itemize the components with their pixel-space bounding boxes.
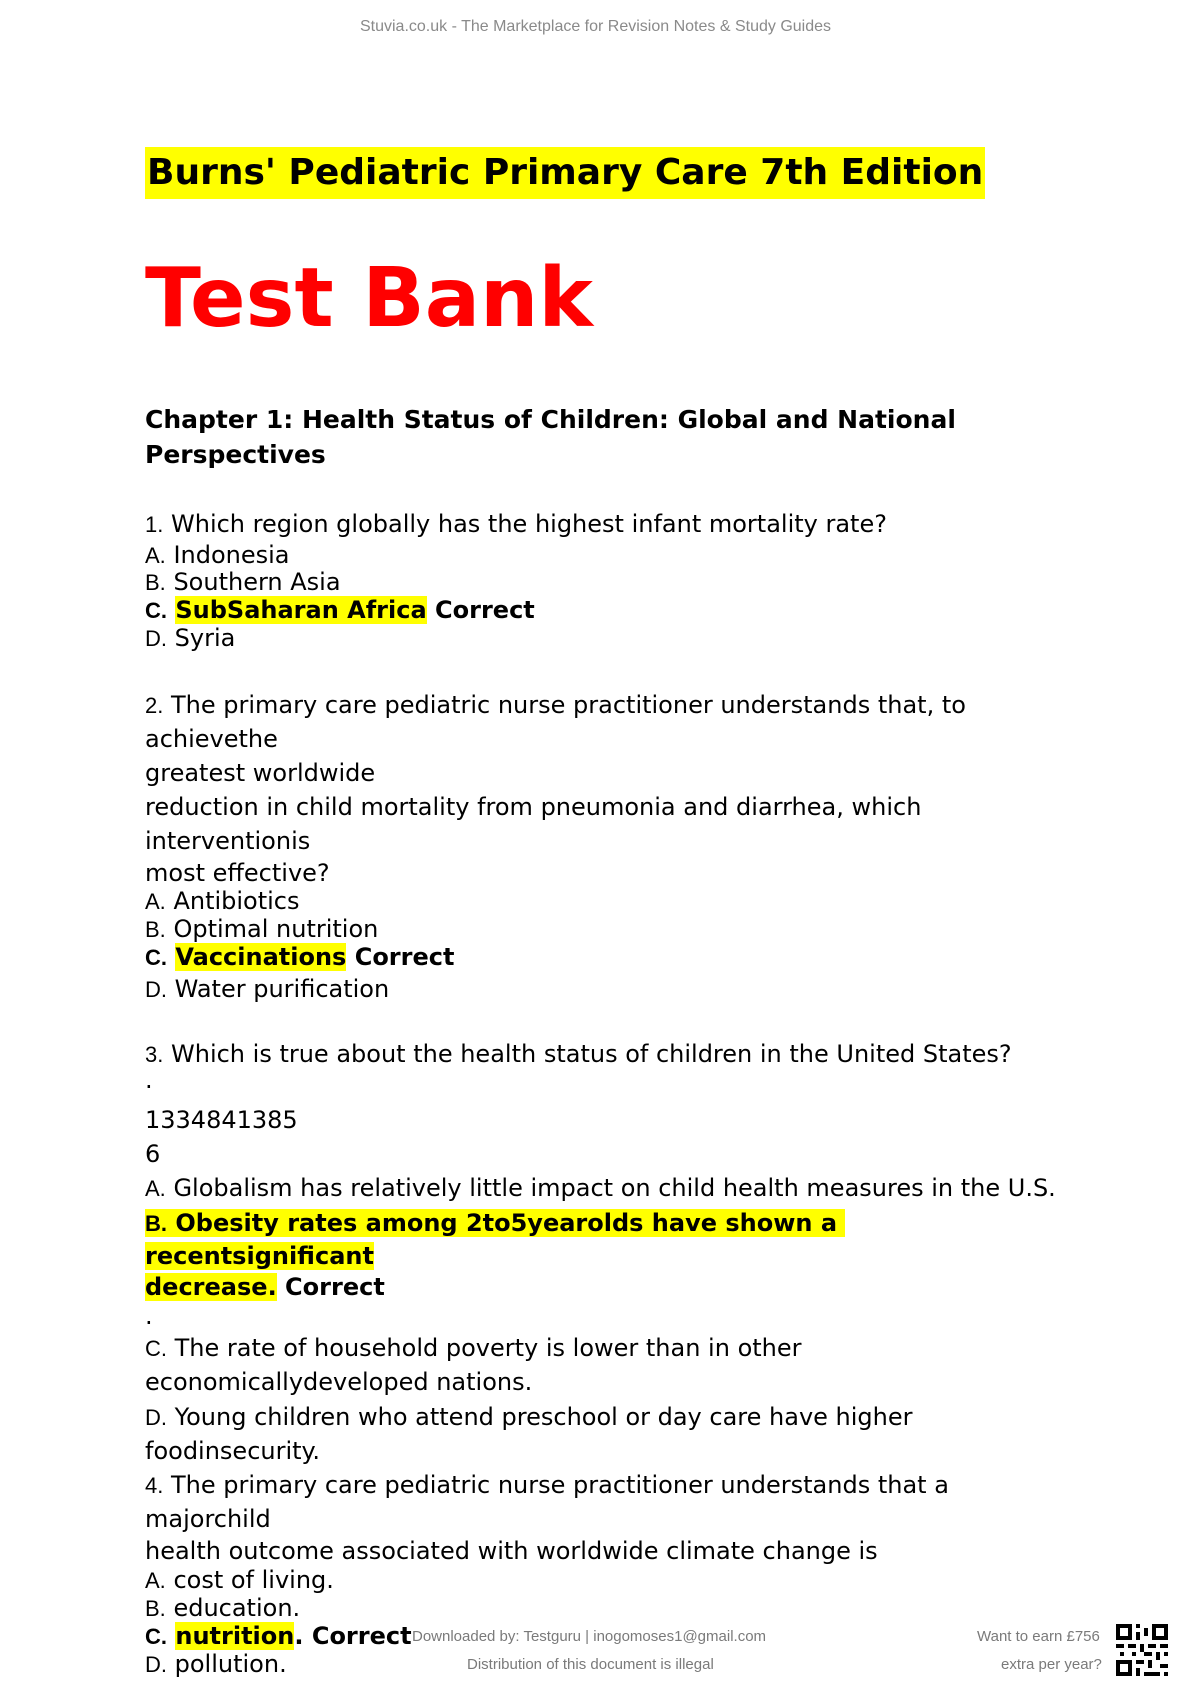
q2-option-c: C. Vaccinations Correct [145, 943, 455, 971]
q4-stem-line-2: majorchild [145, 1505, 271, 1533]
q4-correct-answer: nutrition [175, 1622, 295, 1650]
stuvia-header-note: Stuvia.co.uk - The Marketplace for Revision Notes & Study Guides [359, 18, 832, 35]
q3-option-c-line-1: C. The rate of household poverty is lower than in other [145, 1334, 802, 1362]
q1-option-a: A. Indonesia [145, 541, 290, 569]
correct-tag: Correct [354, 943, 455, 971]
q2-correct-answer: Vaccinations [175, 943, 347, 971]
q3-stem: 3. Which is true about the health status of children in the United States? [145, 1040, 1012, 1068]
q2-option-d: D. Water purification [145, 975, 390, 1003]
q4-option-a: A. cost of living. [145, 1566, 334, 1594]
q1-stem [145, 508, 887, 541]
q2-stem-line-5: interventionis [145, 827, 311, 855]
q3-correct-answer: Obesity rates among 2to5yearolds have shown a [175, 1209, 838, 1237]
correct-tag: Correct [285, 1273, 385, 1301]
q3-code-line-1: 1334841385 [145, 1106, 298, 1134]
qr-code-icon[interactable] [1116, 1624, 1168, 1676]
q1-text: Which region globally has the highest infant mortality rate? [171, 510, 887, 538]
chapter-heading [145, 402, 1045, 472]
correct-tag: Correct [311, 1622, 412, 1650]
q3-option-b-line-3: decrease. Correct [145, 1273, 385, 1301]
q2-stem-line-4: reduction in child mortality from pneumonia and diarrhea, which [145, 793, 922, 821]
footer-earn-line-2[interactable]: extra per year? [1001, 1656, 1102, 1673]
q3-dot-2: . [145, 1302, 153, 1330]
q1-option-c: C. SubSaharan Africa Correct [145, 596, 535, 624]
test-bank-heading: Test Bank [145, 251, 593, 346]
q3-option-d-line-2: foodinsecurity. [145, 1437, 320, 1465]
q3-option-c-line-2: economicallydeveloped nations. [145, 1368, 533, 1396]
q3-option-d-line-1: D. Young children who attend preschool or day care have higher [145, 1403, 913, 1431]
q4-option-c: C. nutrition. Correct [145, 1622, 412, 1650]
q2-option-a: A. Antibiotics [145, 887, 300, 915]
q3-option-b-line-1: B. Obesity rates among 2to5yearolds have shown a [145, 1207, 845, 1240]
q2-stem-line-1: 2. The primary care pediatric nurse practitioner understands that, to [145, 691, 966, 719]
q4-option-b: B. education. [145, 1594, 301, 1622]
document-title: Burns' Pediatric Primary Care 7th Edition [145, 147, 985, 199]
q1-option-d: D. Syria [145, 624, 236, 652]
q3-number: 3. [145, 1042, 164, 1067]
q3-code-line-2: 6 [145, 1140, 161, 1168]
footer-earn-line-1[interactable]: Want to earn £756 [977, 1628, 1100, 1645]
q2-stem-line-3: greatest worldwide [145, 759, 376, 787]
q4-stem-line-1: 4. The primary care pediatric nurse practitioner understands that a [145, 1471, 949, 1499]
chapter-line-2: Perspectives [145, 440, 326, 469]
q4-number: 4. [145, 1473, 164, 1498]
q1-option-b: B. Southern Asia [145, 568, 341, 596]
footer-distribution-notice: Distribution of this document is illegal [467, 1656, 714, 1673]
q3-dot: . [145, 1066, 153, 1094]
q2-option-b: B. Optimal nutrition [145, 915, 379, 943]
q2-number: 2. [145, 693, 164, 718]
q1-correct-answer: SubSaharan Africa [175, 596, 427, 624]
q1-number: 1. [145, 512, 164, 537]
q3-option-b-line-2: recentsignificant [145, 1242, 374, 1270]
q2-stem-line-2: achievethe [145, 725, 278, 753]
q4-option-d: D. pollution. [145, 1650, 287, 1678]
q4-stem-line-3: health outcome associated with worldwide climate change is [145, 1537, 878, 1565]
q2-stem-line-6: most effective? [145, 859, 330, 887]
chapter-line-1: Chapter 1: Health Status of Children: Global and National [145, 405, 956, 434]
q3-option-a: A. Globalism has relatively little impact on child health measures in the U.S. [145, 1174, 1056, 1202]
correct-tag: Correct [435, 596, 535, 624]
footer-downloaded-by: Downloaded by: Testguru | inogomoses1@gmail.com [412, 1628, 767, 1645]
